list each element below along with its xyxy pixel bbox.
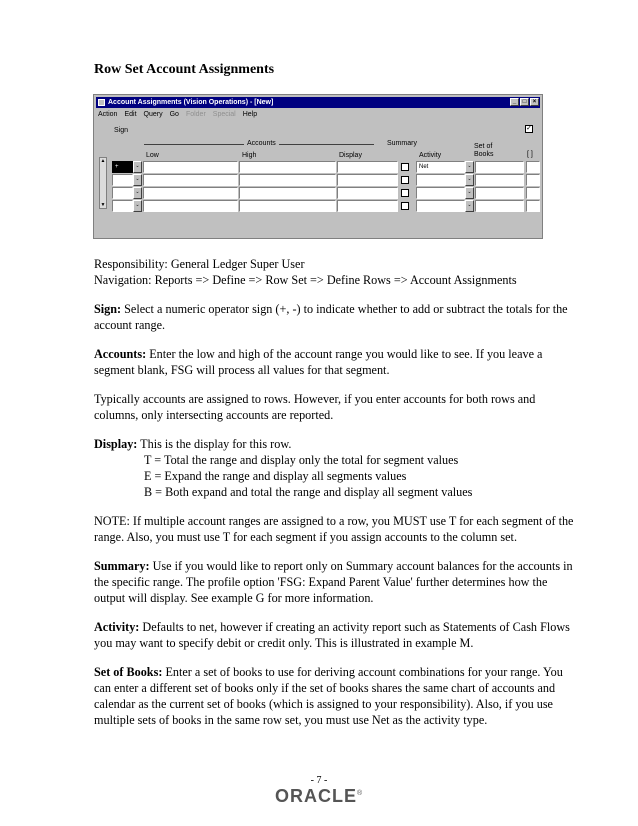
set-of-books-description: Enter a set of books to use for deriving account combinations for your range. You can enter a different set of books only if the set of books shares the same chart of accounts and calendar as the current set of books (which is assigned to your responsibility). Also, if you use multiple sets of books in the same row set, you must use Net as the activity type. <box>94 665 563 727</box>
low-label: Low <box>146 152 159 159</box>
display-field[interactable] <box>337 174 398 186</box>
set-of-label-1: Set of <box>474 143 493 150</box>
display-description: This is the display for this row. <box>137 437 292 451</box>
activity-label: Activity <box>419 152 442 159</box>
window-titlebar <box>96 97 540 108</box>
high-label: High <box>242 152 257 159</box>
set-of-books-field[interactable] <box>475 161 524 173</box>
sign-field[interactable] <box>112 174 133 186</box>
activity-field[interactable] <box>416 200 465 212</box>
note-paragraph: NOTE: If multiple account ranges are assigned to a row, you MUST use T for each segment of the range. Also, you must use T for each segment if you assign accounts to the column set. <box>94 514 574 544</box>
row-folder-field[interactable] <box>526 161 540 173</box>
set-of-books-paragraph <box>94 664 574 728</box>
row-folder-field[interactable] <box>526 187 540 199</box>
oracle-logo-text: ORACLE <box>275 786 357 806</box>
sign-field[interactable]: + <box>112 161 133 173</box>
summary-checkbox[interactable] <box>401 202 409 210</box>
low-field[interactable] <box>143 161 238 173</box>
summary-description: Use if you would like to report only on Summary account balances for the accounts in the specific range. The profile option 'FSG: Expand Parent Value' further determines how the output will display. See example G for more information. <box>94 559 573 605</box>
high-field[interactable] <box>239 161 336 173</box>
account-assignments-window <box>93 94 543 239</box>
chevron-down-icon[interactable]: ⌄ <box>133 187 142 199</box>
display-term: Display: <box>94 437 138 451</box>
typically-paragraph: Typically accounts are assigned to rows. However, if you enter accounts for both rows and columns, only intersecting accounts are reported. <box>94 392 536 422</box>
high-field[interactable] <box>239 174 336 186</box>
summary-term: Summary: <box>94 559 150 573</box>
accounts-term: Accounts: <box>94 347 147 361</box>
sign-term: Sign: <box>94 302 122 316</box>
chevron-down-icon[interactable]: ⌄ <box>465 161 474 173</box>
high-field[interactable] <box>239 200 336 212</box>
chevron-down-icon[interactable]: ⌄ <box>465 200 474 212</box>
window-title: Account Assignments (Vision Operations) - [New] <box>108 99 274 106</box>
chevron-down-icon[interactable]: ⌄ <box>465 174 474 186</box>
accounts-paragraph <box>94 346 574 378</box>
minimize-icon[interactable]: _ <box>510 98 519 106</box>
low-field[interactable] <box>143 187 238 199</box>
high-field[interactable] <box>239 187 336 199</box>
maximize-icon[interactable]: □ <box>520 98 529 106</box>
accounts-label: Accounts <box>244 140 279 148</box>
menu-query[interactable]: Query <box>143 111 163 118</box>
sign-paragraph <box>94 301 574 333</box>
set-of-books-field[interactable] <box>475 174 524 186</box>
display-option-t: T = Total the range and display only the total for segment values <box>144 453 459 467</box>
display-option-e: E = Expand the range and display all segments values <box>144 469 407 483</box>
display-paragraph <box>94 436 574 500</box>
display-label: Display <box>339 152 362 159</box>
activity-description: Defaults to net, however if creating an activity report such as Statements of Cash Flows you may want to specify debit or credit only. This is illustrated in example M. <box>94 620 570 650</box>
activity-field[interactable] <box>416 174 465 186</box>
responsibility-line: Responsibility: General Ledger Super User <box>94 257 305 271</box>
activity-field[interactable] <box>416 187 465 199</box>
row-folder-field[interactable] <box>526 174 540 186</box>
display-field[interactable] <box>337 187 398 199</box>
set-of-books-term: Set of Books: <box>94 665 163 679</box>
activity-field[interactable]: Net <box>416 161 465 173</box>
header-checkbox[interactable]: ✓ <box>526 125 532 132</box>
summary-checkbox[interactable] <box>401 163 409 171</box>
chevron-down-icon[interactable]: ⌄ <box>465 187 474 199</box>
chevron-down-icon[interactable]: ⌄ <box>133 174 142 186</box>
low-field[interactable] <box>143 174 238 186</box>
summary-paragraph <box>94 558 574 606</box>
body-text <box>94 256 574 741</box>
menubar <box>98 110 257 120</box>
set-of-books-field[interactable] <box>475 187 524 199</box>
oracle-logo: ORACLE® <box>275 786 364 806</box>
page-title: Row Set Account Assignments <box>94 62 275 77</box>
close-icon[interactable]: × <box>530 98 539 106</box>
sign-description: Select a numeric operator sign (+, -) to indicate whether to add or subtract the totals for the account range. <box>94 302 568 332</box>
display-option-b: B = Both expand and total the range and display all segment values <box>144 485 473 499</box>
set-of-label-2: Books <box>474 151 494 158</box>
display-field[interactable] <box>337 161 398 173</box>
activity-term: Activity: <box>94 620 140 634</box>
page-number: - 7 - <box>310 775 328 786</box>
summary-label: Summary <box>387 140 417 147</box>
responsibility-nav-paragraph <box>94 256 574 288</box>
menu-folder[interactable]: Folder <box>185 111 206 118</box>
menu-edit[interactable]: Edit <box>124 111 137 118</box>
menu-special[interactable]: Special <box>212 111 236 118</box>
summary-checkbox[interactable] <box>401 189 409 197</box>
activity-paragraph <box>94 619 574 651</box>
folder-brackets: [ ] <box>527 151 533 158</box>
menu-help[interactable]: Help <box>242 111 258 118</box>
accounts-section-header <box>144 140 374 148</box>
accounts-description: Enter the low and high of the account range you would like to see. If you leave a segment blank, FSG will process all values for that segment. <box>94 347 543 377</box>
display-field[interactable] <box>337 200 398 212</box>
sign-label: Sign <box>114 127 129 134</box>
summary-checkbox[interactable] <box>401 176 409 184</box>
scroll-up-icon[interactable]: ▲ <box>100 158 106 164</box>
chevron-down-icon[interactable]: ⌄ <box>133 161 142 173</box>
app-icon <box>98 99 105 106</box>
sign-field[interactable] <box>112 187 133 199</box>
low-field[interactable] <box>143 200 238 212</box>
sign-field[interactable] <box>112 200 133 212</box>
menu-action[interactable]: Action <box>98 111 118 118</box>
menu-go[interactable]: Go <box>169 111 179 118</box>
row-scrollbar[interactable] <box>99 157 107 209</box>
row-folder-field[interactable] <box>526 200 540 212</box>
scroll-down-icon[interactable]: ▼ <box>100 202 106 208</box>
set-of-books-field[interactable] <box>475 200 524 212</box>
chevron-down-icon[interactable]: ⌄ <box>133 200 142 212</box>
navigation-line: Navigation: Reports => Define => Row Set => Define Rows => Account Assignments <box>94 273 517 287</box>
